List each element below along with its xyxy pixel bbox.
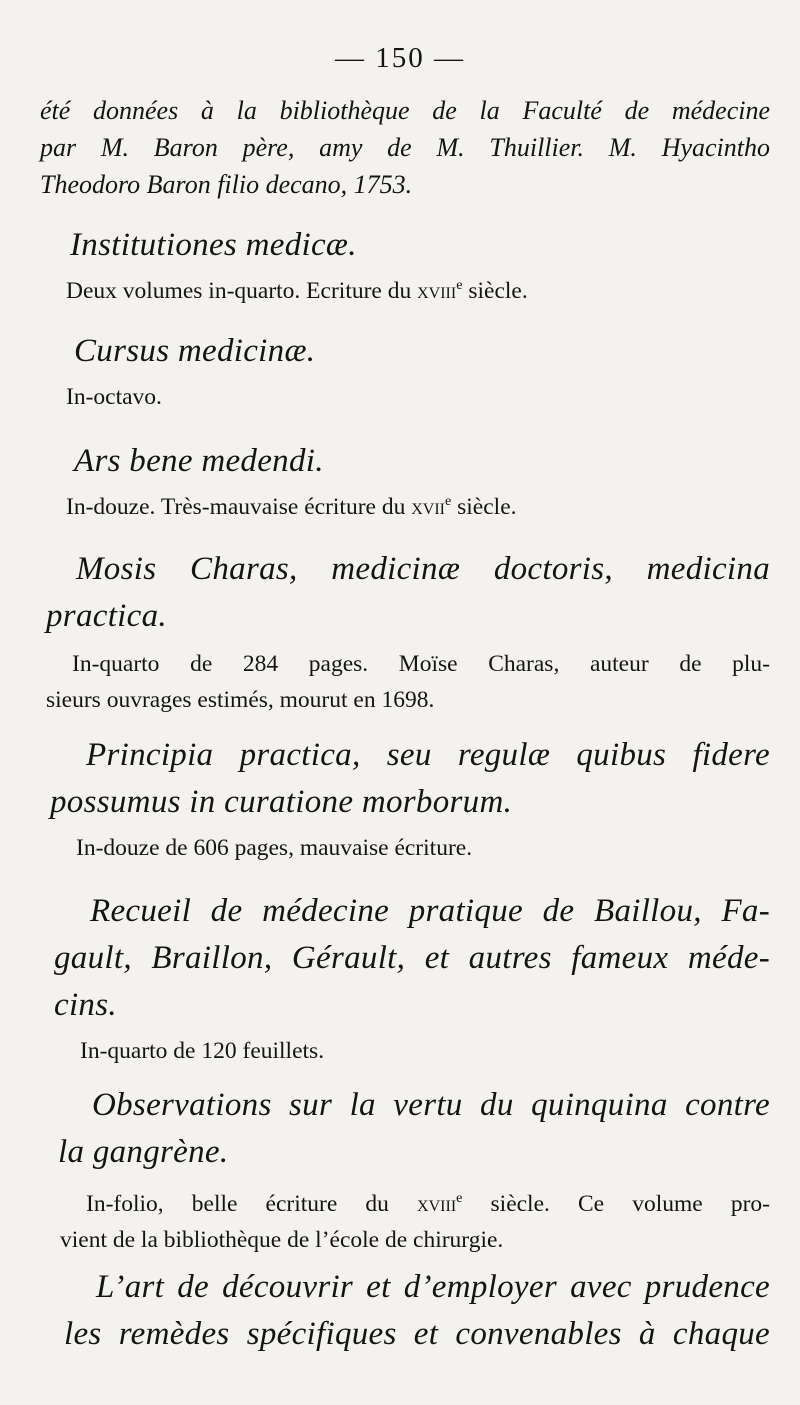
entry-title-line-1: Recueil de médecine pratique de Baillou, Fa- — [90, 893, 770, 929]
entry-ars-bene — [40, 438, 770, 525]
entry-description: In-quarto de 120 feuillets. — [80, 1038, 325, 1064]
entry-title: Ars bene medendi. — [74, 443, 324, 479]
entry-institutiones — [40, 222, 770, 309]
intro-line-3: Theodoro Baron filio decano, 1753. — [40, 170, 413, 199]
entry-description: Deux volumes in-quarto. Ecriture du xviii$^e$ siècle. — [66, 277, 528, 304]
entry-title-line-2: les remèdes spécifiques et convenables à chaque — [64, 1316, 770, 1352]
entry-observations — [40, 1082, 770, 1258]
entry-description-line-2: vient de la bibliothèque de l’école de chirurgie. — [60, 1227, 504, 1253]
entry-title-line-2: gault, Braillon, Gérault, et autres fameux méde- — [54, 940, 770, 976]
entry-title-line-2: la gangrène. — [58, 1134, 229, 1170]
entry-title: Institutiones medicæ. — [70, 227, 357, 263]
entry-description: In-douze. Très-mauvaise écriture du xvii$^e$ siècle. — [66, 493, 517, 520]
entry-recueil — [40, 888, 770, 1069]
entry-title-line-2: practica. — [46, 598, 167, 634]
intro-line-1: été données à la bibliothèque de la Faculté de médecine — [40, 96, 770, 125]
entry-cursus — [40, 328, 770, 415]
entry-description-line-2: sieurs ouvrages estimés, mourut en 1698. — [46, 687, 435, 713]
entry-principia — [40, 732, 770, 866]
entry-title: Cursus medicinæ. — [74, 333, 316, 369]
entry-title-line-3: cins. — [54, 987, 117, 1023]
entry-description-line-1: In-quarto de 284 pages. Moïse Charas, auteur de plu- — [72, 651, 770, 677]
entry-description-line-1: In-folio, belle écriture du xviii$^e$ siècle. Ce volume pro- — [86, 1190, 770, 1217]
entry-title-line-1: Observations sur la vertu du quinquina contre — [92, 1087, 770, 1123]
intro-paragraph — [40, 92, 770, 203]
entry-title-line-1: Principia practica, seu regulæ quibus fidere — [86, 737, 770, 773]
entry-mosis-charas — [40, 546, 770, 718]
page-number: — 150 — — [335, 42, 465, 74]
entry-title-line-1: Mosis Charas, medicinæ doctoris, medicina — [76, 551, 770, 587]
entry-description: In-douze de 606 pages, mauvaise écriture. — [76, 835, 473, 861]
entry-description: In-octavo. — [66, 384, 162, 410]
intro-line-2: par M. Baron père, amy de M. Thuillier. M. Hyacintho — [40, 133, 770, 162]
entry-title-line-1: L’art de découvrir et d’employer avec prudence — [96, 1269, 770, 1305]
entry-art-de-decouvrir — [40, 1264, 770, 1358]
entry-title-line-2: possumus in curatione morborum. — [50, 784, 513, 820]
